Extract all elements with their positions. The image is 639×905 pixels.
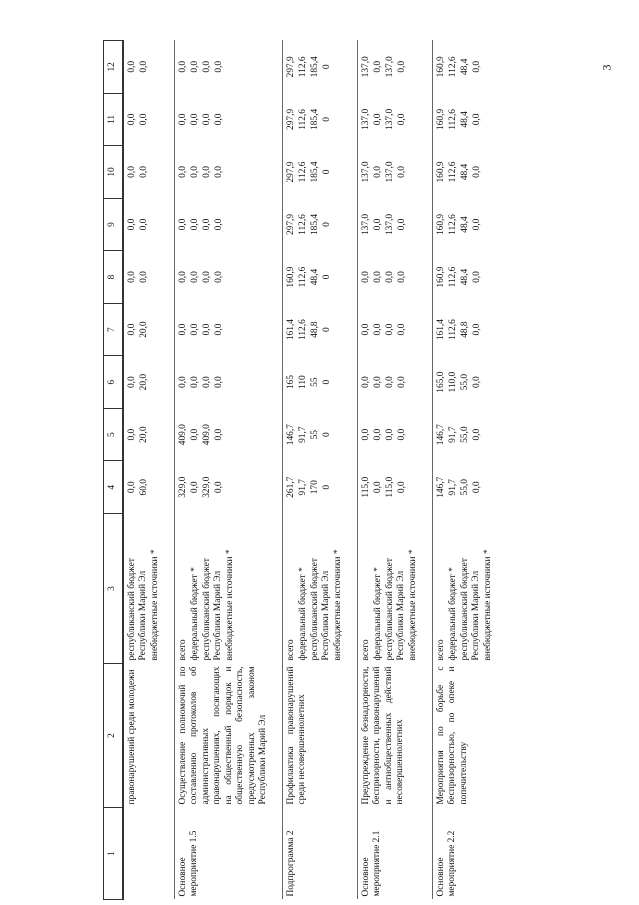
amount-value: 0,0 xyxy=(189,271,200,283)
column-header: 9 xyxy=(104,198,124,251)
amount-value: 112,6 xyxy=(447,56,458,78)
amount-value: 329,0 xyxy=(201,476,212,498)
amount-value: 91,7 xyxy=(297,426,308,443)
amount-value: 60,0 xyxy=(139,479,149,496)
program-code-cell xyxy=(123,808,174,900)
amount-value: 0,0 xyxy=(189,60,200,73)
column-header: 6 xyxy=(104,356,124,409)
amount-value: 0,0 xyxy=(396,113,407,126)
amount-value: 0,0 xyxy=(372,218,383,231)
value-cell xyxy=(432,356,506,409)
column-header: 11 xyxy=(104,93,124,146)
amount-value: 0 xyxy=(321,274,332,280)
funding-source-label: республиканский бюджет Республики Марий Эл xyxy=(201,558,224,661)
value-cell xyxy=(123,251,174,304)
amount-value: 0,0 xyxy=(384,428,395,441)
amount-value: 20,0 xyxy=(139,321,149,338)
amount-value: 0,0 xyxy=(127,60,137,73)
amount-value: 409,0 xyxy=(201,424,212,446)
amount-value: 0,0 xyxy=(360,428,371,441)
amount-value: 137,0 xyxy=(384,56,395,78)
amount-value: 110 xyxy=(297,375,308,389)
amount-value: 137,0 xyxy=(360,108,371,130)
amount-value: 91,7 xyxy=(297,479,308,496)
amount-value: 0,0 xyxy=(201,323,212,336)
amount-value: 110,0 xyxy=(447,371,458,393)
value-cell xyxy=(282,198,357,251)
amount-value: 0,0 xyxy=(471,428,482,441)
value-cell xyxy=(282,93,357,146)
amount-value: 112,6 xyxy=(297,266,308,288)
value-cell xyxy=(174,461,282,514)
amount-value: 48,4 xyxy=(459,111,470,128)
amount-value: 0,0 xyxy=(139,166,149,178)
amount-value: 0,0 xyxy=(127,271,137,283)
value-cell xyxy=(282,146,357,199)
value-cell xyxy=(357,198,432,251)
amount-value: 297,9 xyxy=(285,56,296,78)
column-header: 7 xyxy=(104,303,124,356)
amount-value: 0,0 xyxy=(177,271,188,283)
amount-value: 0,0 xyxy=(139,218,149,231)
amount-value: 0,0 xyxy=(396,271,407,283)
amount-value: 0,0 xyxy=(396,376,407,388)
amount-value: 0,0 xyxy=(127,166,137,178)
value-cell xyxy=(174,303,282,356)
funding-source-cell xyxy=(282,514,357,664)
amount-value: 55,0 xyxy=(459,426,470,443)
rotated-table-container xyxy=(103,40,553,900)
funding-source-label: федеральный бюджет * xyxy=(189,567,200,661)
amount-value: 55,0 xyxy=(459,373,470,391)
column-number-row xyxy=(104,41,124,900)
value-cell xyxy=(123,198,174,251)
page-number: 3 xyxy=(599,64,614,71)
amount-value: 0,0 xyxy=(177,323,188,336)
amount-value: 0,0 xyxy=(372,376,383,388)
amount-value: 137,0 xyxy=(360,161,371,183)
amount-value: 0,0 xyxy=(177,376,188,388)
amount-value: 91,7 xyxy=(447,426,458,443)
amount-value: 0,0 xyxy=(384,323,395,336)
amount-value: 112,6 xyxy=(447,266,458,288)
table-row xyxy=(174,41,282,900)
amount-value: 0,0 xyxy=(471,376,482,388)
funding-source-label: всего xyxy=(285,639,296,661)
value-cell xyxy=(432,146,506,199)
amount-value: 0,0 xyxy=(177,166,188,178)
value-cell xyxy=(432,303,506,356)
column-header: 3 xyxy=(104,514,124,664)
amount-value: 0 xyxy=(321,432,332,438)
amount-value: 48,8 xyxy=(309,321,320,338)
amount-value: 48,4 xyxy=(459,268,470,286)
value-cell xyxy=(123,146,174,199)
value-cell xyxy=(357,41,432,94)
amount-value: 112,6 xyxy=(297,56,308,78)
amount-value: 0,0 xyxy=(127,376,137,388)
funding-source-label: внебюджетные источники * xyxy=(149,549,160,661)
funding-source-label: внебюджетные источники * xyxy=(482,549,493,661)
funding-source-label: внебюджетные источники * xyxy=(332,549,343,661)
value-cell xyxy=(123,93,174,146)
amount-value: 48,4 xyxy=(459,216,470,233)
amount-value: 297,9 xyxy=(285,213,296,236)
amount-value: 55,0 xyxy=(459,479,470,496)
funding-source-label: федеральный бюджет * xyxy=(297,567,308,661)
amount-value: 185,4 xyxy=(309,108,320,130)
amount-value: 0,0 xyxy=(471,218,482,231)
amount-value: 297,9 xyxy=(285,108,296,130)
amount-value: 91,7 xyxy=(447,479,458,496)
amount-value: 0,0 xyxy=(213,323,224,336)
funding-source-label: республиканский бюджет Республики Марий Эл xyxy=(309,558,332,661)
amount-value: 0,0 xyxy=(201,218,212,231)
column-header: 5 xyxy=(104,408,124,461)
amount-value: 0,0 xyxy=(189,113,200,126)
value-cell xyxy=(123,41,174,94)
value-cell xyxy=(123,461,174,514)
program-code-cell: Основное мероприятие 2.1 xyxy=(357,808,432,900)
amount-value: 0,0 xyxy=(189,481,200,494)
funding-source-label: всего xyxy=(435,639,446,661)
value-cell xyxy=(357,408,432,461)
amount-value: 0 xyxy=(321,379,332,385)
value-cell xyxy=(432,41,506,94)
amount-value: 0,0 xyxy=(372,113,383,126)
amount-value: 0,0 xyxy=(189,323,200,336)
amount-value: 0,0 xyxy=(213,166,224,178)
amount-value: 137,0 xyxy=(360,56,371,78)
amount-value: 0,0 xyxy=(139,113,149,126)
amount-value: 112,6 xyxy=(297,214,308,235)
amount-value: 165 xyxy=(285,375,296,390)
amount-value: 185,4 xyxy=(309,161,320,183)
amount-value: 0,0 xyxy=(396,166,407,178)
funding-source-label: республиканский бюджет Республики Марий Эл xyxy=(384,558,407,661)
value-cell xyxy=(432,408,506,461)
amount-value: 0,0 xyxy=(177,60,188,73)
funding-source-label: федеральный бюджет * xyxy=(447,567,458,661)
amount-value: 0,0 xyxy=(189,218,200,231)
value-cell xyxy=(174,356,282,409)
amount-value: 0,0 xyxy=(396,481,407,494)
amount-value: 0,0 xyxy=(177,218,188,231)
amount-value: 0,0 xyxy=(127,218,137,231)
value-cell xyxy=(174,41,282,94)
funding-source-label: республиканский бюджет Республики Марий Эл xyxy=(127,558,149,661)
amount-value: 0,0 xyxy=(189,166,200,178)
program-name-cell: Предупреждение безнадзорности, беспризорности, правонарушений и антиобщественных действий несовершеннолетних xyxy=(357,664,432,808)
amount-value: 0,0 xyxy=(372,166,383,178)
value-cell xyxy=(282,408,357,461)
amount-value: 137,0 xyxy=(384,108,395,130)
amount-value: 0,0 xyxy=(360,323,371,336)
value-cell xyxy=(357,251,432,304)
amount-value: 165,0 xyxy=(435,371,446,393)
table-body xyxy=(123,41,507,900)
amount-value: 0,0 xyxy=(189,428,200,441)
funding-source-cell xyxy=(357,514,432,664)
amount-value: 48,4 xyxy=(459,58,470,76)
amount-value: 161,4 xyxy=(435,319,446,341)
amount-value: 0,0 xyxy=(471,323,482,336)
amount-value: 0,0 xyxy=(213,218,224,231)
amount-value: 112,6 xyxy=(447,319,458,340)
amount-value: 0,0 xyxy=(372,271,383,283)
value-cell xyxy=(282,41,357,94)
amount-value: 0,0 xyxy=(177,113,188,126)
amount-value: 0,0 xyxy=(127,481,137,494)
amount-value: 0,0 xyxy=(360,376,371,388)
amount-value: 0,0 xyxy=(127,323,137,336)
amount-value: 160,9 xyxy=(435,161,446,183)
funding-source-cell xyxy=(432,514,506,664)
amount-value: 48,8 xyxy=(459,321,470,338)
amount-value: 0,0 xyxy=(396,60,407,73)
amount-value: 160,9 xyxy=(285,266,296,288)
amount-value: 0 xyxy=(321,169,332,175)
amount-value: 112,6 xyxy=(447,161,458,183)
value-cell xyxy=(357,93,432,146)
amount-value: 0,0 xyxy=(213,60,224,73)
value-cell xyxy=(174,251,282,304)
value-cell xyxy=(432,251,506,304)
column-header: 4 xyxy=(104,461,124,514)
amount-value: 0,0 xyxy=(372,481,383,494)
funding-source-label: внебюджетные источники * xyxy=(407,549,418,661)
amount-value: 112,6 xyxy=(297,319,308,340)
amount-value: 0,0 xyxy=(396,218,407,231)
value-cell xyxy=(282,461,357,514)
amount-value: 160,9 xyxy=(435,108,446,130)
amount-value: 0,0 xyxy=(201,113,212,126)
value-cell xyxy=(282,356,357,409)
amount-value: 0,0 xyxy=(213,428,224,441)
amount-value: 115,0 xyxy=(384,476,395,498)
amount-value: 0,0 xyxy=(384,376,395,388)
amount-value: 160,9 xyxy=(435,213,446,236)
amount-value: 185,4 xyxy=(309,56,320,78)
table-row xyxy=(282,41,357,900)
amount-value: 0 xyxy=(321,117,332,122)
value-cell xyxy=(282,303,357,356)
value-cell xyxy=(123,408,174,461)
amount-value: 112,6 xyxy=(297,161,308,183)
value-cell xyxy=(174,146,282,199)
amount-value: 48,4 xyxy=(459,163,470,181)
amount-value: 409,0 xyxy=(177,424,188,446)
amount-value: 0,0 xyxy=(139,271,149,283)
amount-value: 0 xyxy=(321,484,332,490)
value-cell xyxy=(357,461,432,514)
amount-value: 20,0 xyxy=(139,426,149,443)
amount-value: 0,0 xyxy=(127,428,137,441)
amount-value: 0,0 xyxy=(471,271,482,283)
amount-value: 0,0 xyxy=(396,323,407,336)
program-name-cell: Осуществление полномочий по составлению протоколов об административных правонарушениях, посягающих на общественный порядок и общественную безопасность, предусмотренных законом Республики Марий Эл xyxy=(174,664,282,808)
funding-source-label: внебюджетные источники * xyxy=(224,549,235,661)
amount-value: 0,0 xyxy=(201,376,212,388)
amount-value: 161,4 xyxy=(285,319,296,341)
amount-value: 0,0 xyxy=(372,60,383,73)
amount-value: 170 xyxy=(309,480,320,495)
amount-value: 0,0 xyxy=(213,271,224,283)
amount-value: 0,0 xyxy=(213,113,224,126)
amount-value: 55 xyxy=(309,377,320,387)
amount-value: 48,4 xyxy=(309,268,320,286)
amount-value: 112,6 xyxy=(297,109,308,130)
amount-value: 55 xyxy=(309,430,320,440)
value-cell xyxy=(357,146,432,199)
amount-value: 137,0 xyxy=(360,213,371,236)
value-cell xyxy=(174,198,282,251)
amount-value: 0,0 xyxy=(139,60,149,73)
value-cell xyxy=(174,93,282,146)
funding-source-label: всего xyxy=(177,639,188,661)
amount-value: 0,0 xyxy=(384,271,395,283)
amount-value: 160,9 xyxy=(435,266,446,288)
amount-value: 112,6 xyxy=(447,214,458,235)
amount-value: 146,7 xyxy=(285,424,296,446)
amount-value: 0,0 xyxy=(127,113,137,126)
amount-value: 0 xyxy=(321,222,332,227)
amount-value: 0 xyxy=(321,327,332,332)
program-code-cell: Основное мероприятие 1.5 xyxy=(174,808,282,900)
value-cell xyxy=(432,198,506,251)
column-header: 12 xyxy=(104,41,124,94)
value-cell xyxy=(123,356,174,409)
amount-value: 0,0 xyxy=(201,271,212,283)
program-name-cell: Мероприятия по борьбе с беспризорностью, по опеке и попечительству xyxy=(432,664,506,808)
amount-value: 0 xyxy=(321,64,332,70)
amount-value: 146,7 xyxy=(435,424,446,446)
value-cell xyxy=(357,356,432,409)
table-row xyxy=(432,41,506,900)
column-header: 2 xyxy=(104,664,124,808)
column-header: 1 xyxy=(104,808,124,900)
amount-value: 0,0 xyxy=(396,428,407,441)
amount-value: 0,0 xyxy=(201,166,212,178)
column-header: 8 xyxy=(104,251,124,304)
program-name-cell: правонарушений среди молодежи xyxy=(127,669,137,805)
value-cell xyxy=(123,303,174,356)
amount-value: 137,0 xyxy=(384,161,395,183)
funding-table xyxy=(103,40,507,900)
amount-value: 0,0 xyxy=(189,376,200,388)
amount-value: 0,0 xyxy=(213,376,224,388)
table-row xyxy=(357,41,432,900)
value-cell xyxy=(174,408,282,461)
amount-value: 185,4 xyxy=(309,213,320,236)
amount-value: 329,0 xyxy=(177,476,188,498)
amount-value: 160,9 xyxy=(435,56,446,78)
funding-source-label: республиканский бюджет Республики Марий Эл xyxy=(459,558,482,661)
funding-source-cell xyxy=(174,514,282,664)
amount-value: 261,7 xyxy=(285,476,296,498)
funding-source-label: федеральный бюджет * xyxy=(372,567,383,661)
funding-source-cell xyxy=(123,514,174,664)
value-cell xyxy=(432,461,506,514)
table-row xyxy=(123,41,174,900)
amount-value: 0,0 xyxy=(471,113,482,126)
value-cell xyxy=(282,251,357,304)
amount-value: 0,0 xyxy=(372,428,383,441)
funding-source-label: всего xyxy=(360,639,371,661)
program-name-cell: Профилактика правонарушений среди несовершеннолетних xyxy=(282,664,357,808)
amount-value: 115,0 xyxy=(360,476,371,498)
amount-value: 0,0 xyxy=(360,271,371,283)
value-cell xyxy=(432,93,506,146)
program-code-cell: Подпрограмма 2 xyxy=(282,808,357,900)
program-code-cell: Основное мероприятие 2.2 xyxy=(432,808,506,900)
amount-value: 0,0 xyxy=(471,60,482,73)
amount-value: 0,0 xyxy=(471,166,482,178)
amount-value: 0,0 xyxy=(201,60,212,73)
amount-value: 137,0 xyxy=(384,213,395,236)
amount-value: 0,0 xyxy=(372,323,383,336)
amount-value: 146,7 xyxy=(435,476,446,498)
amount-value: 297,9 xyxy=(285,161,296,183)
amount-value: 20,0 xyxy=(139,373,149,391)
amount-value: 0,0 xyxy=(471,481,482,494)
value-cell xyxy=(357,303,432,356)
column-header: 10 xyxy=(104,146,124,199)
amount-value: 0,0 xyxy=(213,481,224,494)
amount-value: 112,6 xyxy=(447,109,458,130)
